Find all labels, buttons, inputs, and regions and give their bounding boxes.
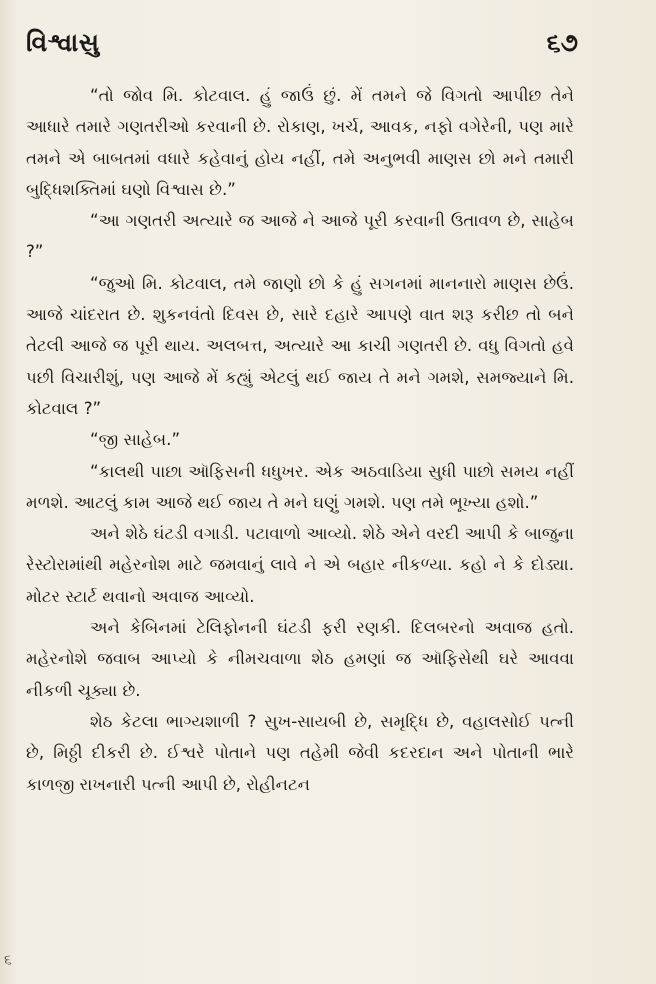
paragraph: “તો જોવ મિ. કોટવાલ. હું જાઉં છું. મેં તમને જે વિગતો આપીછ તેને આધારે તમારે ગણતરીઓ કરવાની છે. રોકાણ, ખર્ચ, આવક, નફો વગેરેની, પણ મારે તમને એ બાબતમાં વધારે કહેવાનું હોય નહીં, તમે અનુભવી માણસ છો મને તમારી બુદ્ધિશક્તિમાં ઘણો વિશ્વાસ છે.” xyxy=(26,86,574,199)
page-header xyxy=(26,28,586,64)
paragraph: શેઠ કેટલા ભાગ્યશાળી ? સુખ-સાયબી છે, સમૃદ્ધિ છે, વહાલસોઈ પત્ની છે, મિઠ્ઠી દીકરી છે. ઈશ્વરે પોતાને પણ તહેમી જેવી કદરદાન અને પોતાની ભારે કાળજી રાખનારી પત્ની આપી છે, રોહીનટન xyxy=(26,711,574,794)
running-title: વિશ્વાસુ xyxy=(26,28,100,57)
page-number: ૬૭ xyxy=(546,28,578,57)
paragraph: “જી સાહેબ.” xyxy=(90,430,181,450)
paragraph: અને શેઠે ઘંટડી વગાડી. પટાવાળો આવ્યો. શેઠે એને વરદી આપી કે બાજુના રેસ્ટોરામાંથી મહેરનોશ માટે જમવાનું લાવે ને એ બહાર નીકળ્યા. કહો ને કે દોડ્યા. મોટર સ્ટાર્ટ થવાનો અવાજ આવ્યો. xyxy=(26,524,574,606)
paragraph: “આ ગણતરી અત્યારે જ આજે ને આજે પૂરી કરવાની ઉતાવળ છે, સાહેબ ?” xyxy=(26,211,574,262)
body-text xyxy=(26,80,574,800)
margin-mark: ૬ xyxy=(4,952,12,968)
paragraph: અને કેબિનમાં ટેલિફોનની ઘંટડી ફરી રણકી. દિલબરનો અવાજ હતો. મહેરનોશે જવાબ આપ્યો કે નીમચવાળા શેઠ હમણાં જ ઑફિસેથી ઘરે આવવા નીકળી ચૂક્યા છે. xyxy=(26,618,574,700)
paragraph: “કાલથી પાછા ઑફિસની ધધુખર. એક અઠવાડિયા સુધી પાછો સમય નહીં મળશે. આટલું કામ આજે થઈ જાય તે મને ઘણું ગમશે. પણ તમે ભૂખ્યા હશો.” xyxy=(26,461,574,512)
paragraph: “જુઓ મિ. કોટવાલ, તમે જાણો છો કે હું સગનમાં માનનારો માણસ છેઉં. આજે ચાંદરાત છે. શુકનવંતો દિવસ છે, સારે દહારે આપણે વાત શરૂ કરીછ તો બને તેટલી આજે જ પૂરી થાય. અલબત્ત, અત્યારે આ કાચી ગણતરી છે. વધુ વિગતો હવે પછી વિચારીશું, પણ આજે મેં કહ્યું એટલું થઈ જાય તે મને ગમશે, સમજ્યાને મિ. કોટવાલ ?” xyxy=(26,273,574,418)
